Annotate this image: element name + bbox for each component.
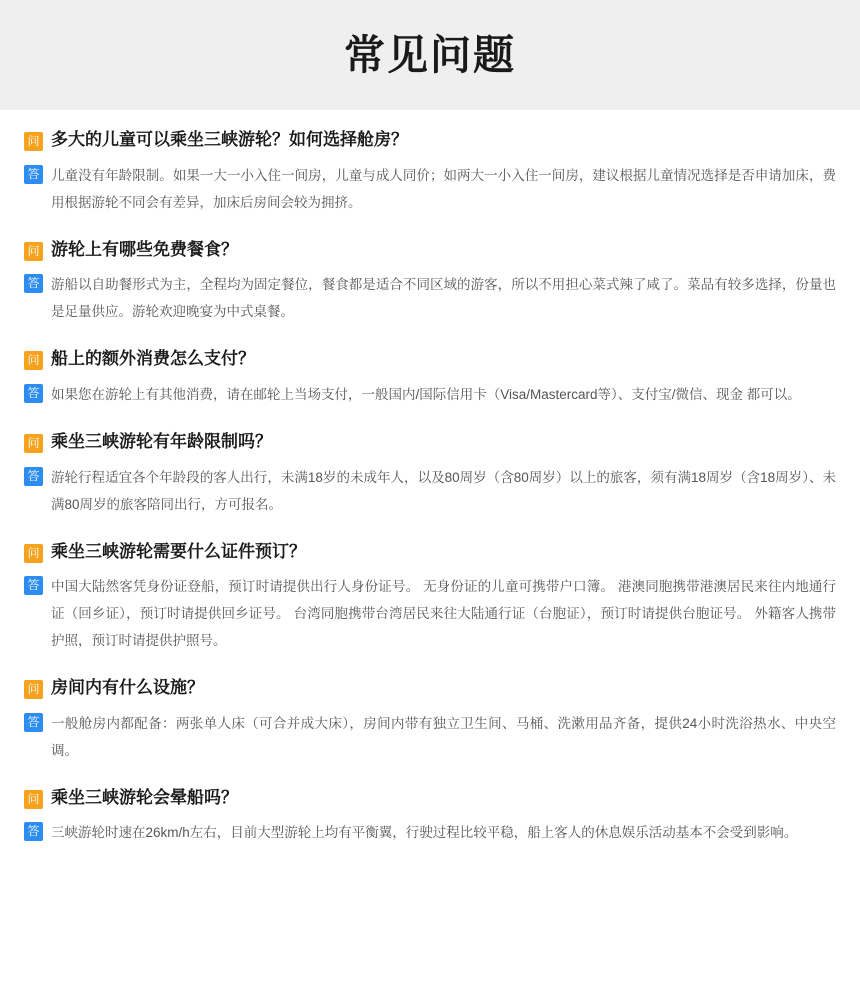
faq-item <box>24 676 836 764</box>
question-badge-icon: 问 <box>24 680 43 699</box>
faq-answer <box>24 819 836 846</box>
faq-item <box>24 347 836 408</box>
faq-question[interactable] <box>24 786 836 811</box>
question-badge-icon: 问 <box>24 790 43 809</box>
answer-badge-icon: 答 <box>24 165 43 184</box>
faq-answer-text: 游轮行程适宜各个年龄段的客人出行，未满18岁的未成年人，以及80周岁（含80周岁）以上的旅客，须有满18周岁（含18周岁）、未满80周岁的旅客陪同出行，方可报名。 <box>51 469 836 512</box>
faq-question[interactable] <box>24 128 836 153</box>
question-badge-icon: 问 <box>24 132 43 151</box>
faq-answer-text: 一般舱房内都配备：两张单人床（可合并成大床），房间内带有独立卫生间、马桶、洗漱用品齐备，提供24小时洗浴热水、中央空调。 <box>51 715 836 758</box>
faq-list <box>0 110 860 894</box>
question-badge-icon: 问 <box>24 544 43 563</box>
faq-answer-text: 三峡游轮时速在26km/h左右，目前大型游轮上均有平衡翼，行驶过程比较平稳，船上客人的休息娱乐活动基本不会受到影响。 <box>51 825 798 841</box>
faq-question[interactable] <box>24 238 836 263</box>
question-badge-icon: 问 <box>24 434 43 453</box>
faq-question-text: 乘坐三峡游轮会晕船吗？ <box>51 787 238 807</box>
faq-question[interactable] <box>24 540 836 565</box>
faq-item <box>24 430 836 518</box>
question-badge-icon: 问 <box>24 351 43 370</box>
faq-item <box>24 540 836 655</box>
faq-item <box>24 128 836 216</box>
faq-question[interactable] <box>24 430 836 455</box>
faq-question-text: 船上的额外消费怎么支付？ <box>51 349 255 369</box>
faq-answer <box>24 271 836 325</box>
faq-answer <box>24 162 836 216</box>
answer-badge-icon: 答 <box>24 384 43 403</box>
faq-question-text: 乘坐三峡游轮有年龄限制吗？ <box>51 431 272 451</box>
faq-answer <box>24 464 836 518</box>
faq-question[interactable] <box>24 347 836 372</box>
faq-question-text: 乘坐三峡游轮需要什么证件预订？ <box>51 541 306 561</box>
answer-badge-icon: 答 <box>24 467 43 486</box>
faq-answer-text: 如果您在游轮上有其他消费，请在邮轮上当场支付，一般国内/国际信用卡（Visa/Mastercard等）、支付宝/微信、现金 都可以。 <box>51 386 801 402</box>
answer-badge-icon: 答 <box>24 822 43 841</box>
faq-item <box>24 786 836 847</box>
faq-answer <box>24 381 836 408</box>
page-title: 常见问题 <box>344 31 516 78</box>
answer-badge-icon: 答 <box>24 713 43 732</box>
faq-question-text: 房间内有什么设施？ <box>51 678 204 698</box>
faq-answer <box>24 573 836 654</box>
faq-answer <box>24 710 836 764</box>
faq-answer-text: 中国大陆然客凭身份证登船，预订时请提供出行人身份证号。 无身份证的儿童可携带户口簿。 港澳同胞携带港澳居民来往内地通行证（回乡证），预订时请提供回乡证号。 台湾同胞携带台湾居民来往大陆通行证（台胞证），预订时请提供台胞证号。 外籍客人携带护照，预订时请提供护照号。 <box>51 579 836 649</box>
faq-question-text: 游轮上有哪些免费餐食？ <box>51 239 238 259</box>
faq-item <box>24 238 836 326</box>
answer-badge-icon: 答 <box>24 576 43 595</box>
answer-badge-icon: 答 <box>24 274 43 293</box>
faq-answer-text: 儿童没有年龄限制。如果一大一小入住一间房，儿童与成人同价；如两大一小入住一间房，建议根据儿童情况选择是否申请加床，费用根据游轮不同会有差异，加床后房间会较为拥挤。 <box>51 167 836 210</box>
page-header <box>0 0 860 110</box>
faq-question-text: 多大的儿童可以乘坐三峡游轮？如何选择舱房？ <box>51 130 408 149</box>
question-badge-icon: 问 <box>24 242 43 261</box>
faq-question[interactable] <box>24 676 836 701</box>
faq-answer-text: 游船以自助餐形式为主，全程均为固定餐位，餐食都是适合不同区域的游客，所以不用担心菜式辣了咸了。菜品有较多选择，份量也是足量供应。游轮欢迎晚宴为中式桌餐。 <box>51 277 836 320</box>
